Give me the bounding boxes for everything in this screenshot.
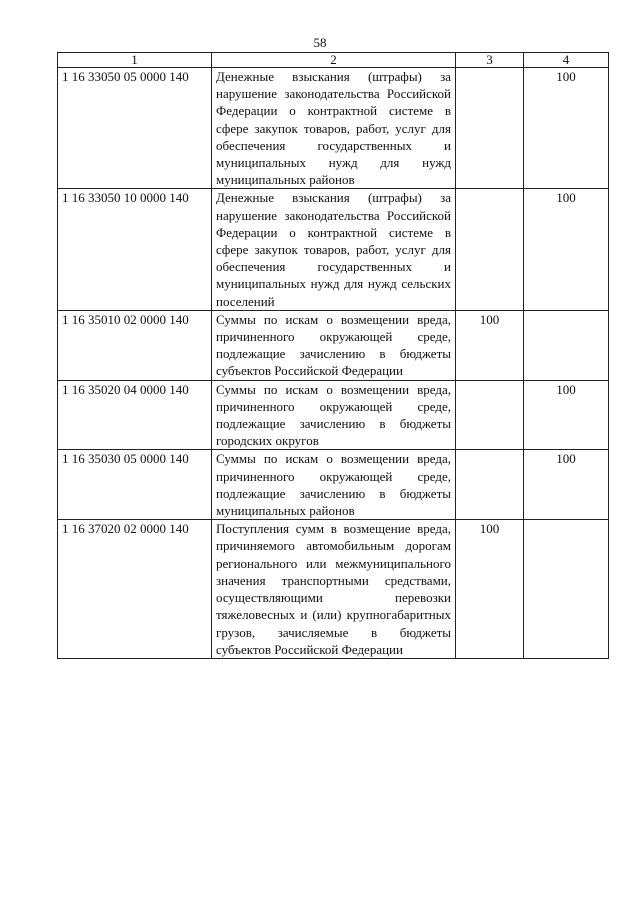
description-cell: Денежные взыскания (штрафы) за нарушение законодательства Российской Федерации о контрактной системе в сфере закупок товаров, работ, услуг для обеспечения государственных и муниципальных нужд для нужд муниципальных районов [212, 68, 456, 189]
column-3-value-cell [456, 189, 524, 310]
description-cell: Суммы по искам о возмещении вреда, причиненного окружающей среде, подлежащие зачислению в бюджеты муниципальных районов [212, 450, 456, 520]
column-4-value-cell [524, 520, 609, 659]
description-cell: Суммы по искам о возмещении вреда, причиненного окружающей среде, подлежащие зачислению в бюджеты субъектов Российской Федерации [212, 310, 456, 380]
column-3-value-cell [456, 450, 524, 520]
budget-code-cell: 1 16 35010 02 0000 140 [58, 310, 212, 380]
column-3-value-cell: 100 [456, 520, 524, 659]
table-row [58, 310, 609, 380]
column-header-4: 4 [524, 53, 609, 68]
column-4-value-cell: 100 [524, 450, 609, 520]
table-row [58, 450, 609, 520]
column-4-value-cell: 100 [524, 380, 609, 450]
description-cell: Суммы по искам о возмещении вреда, причиненного окружающей среде, подлежащие зачислению в бюджеты городских округов [212, 380, 456, 450]
table-row [58, 68, 609, 189]
page-number: 58 [313, 35, 327, 50]
column-3-value-cell: 100 [456, 310, 524, 380]
column-4-value-cell: 100 [524, 189, 609, 310]
column-4-value-cell [524, 310, 609, 380]
description-cell: Денежные взыскания (штрафы) за нарушение законодательства Российской Федерации о контрактной системе в сфере закупок товаров, работ, услуг для обеспечения государственных и муниципальных нужд для нужд сельских поселений [212, 189, 456, 310]
description-cell: Поступления сумм в возмещение вреда, причиняемого автомобильным дорогам регионального или межмуниципального значения транспортными средствами, осуществляющими перевозки тяжеловесных и (или) крупногабаритных грузов, зачисляемые в бюджеты субъектов Российской Федерации [212, 520, 456, 659]
budget-code-cell: 1 16 33050 10 0000 140 [58, 189, 212, 310]
column-4-value-cell: 100 [524, 68, 609, 189]
table-row [58, 520, 609, 659]
budget-code-cell: 1 16 33050 05 0000 140 [58, 68, 212, 189]
column-header-3: 3 [456, 53, 524, 68]
table-row [58, 380, 609, 450]
revenue-codes-table [57, 52, 609, 659]
budget-code-cell: 1 16 35020 04 0000 140 [58, 380, 212, 450]
column-3-value-cell [456, 380, 524, 450]
column-header-1: 1 [58, 53, 212, 68]
table-header-row [58, 53, 609, 68]
column-3-value-cell [456, 68, 524, 189]
budget-code-cell: 1 16 35030 05 0000 140 [58, 450, 212, 520]
column-header-2: 2 [212, 53, 456, 68]
budget-code-cell: 1 16 37020 02 0000 140 [58, 520, 212, 659]
table-row [58, 189, 609, 310]
